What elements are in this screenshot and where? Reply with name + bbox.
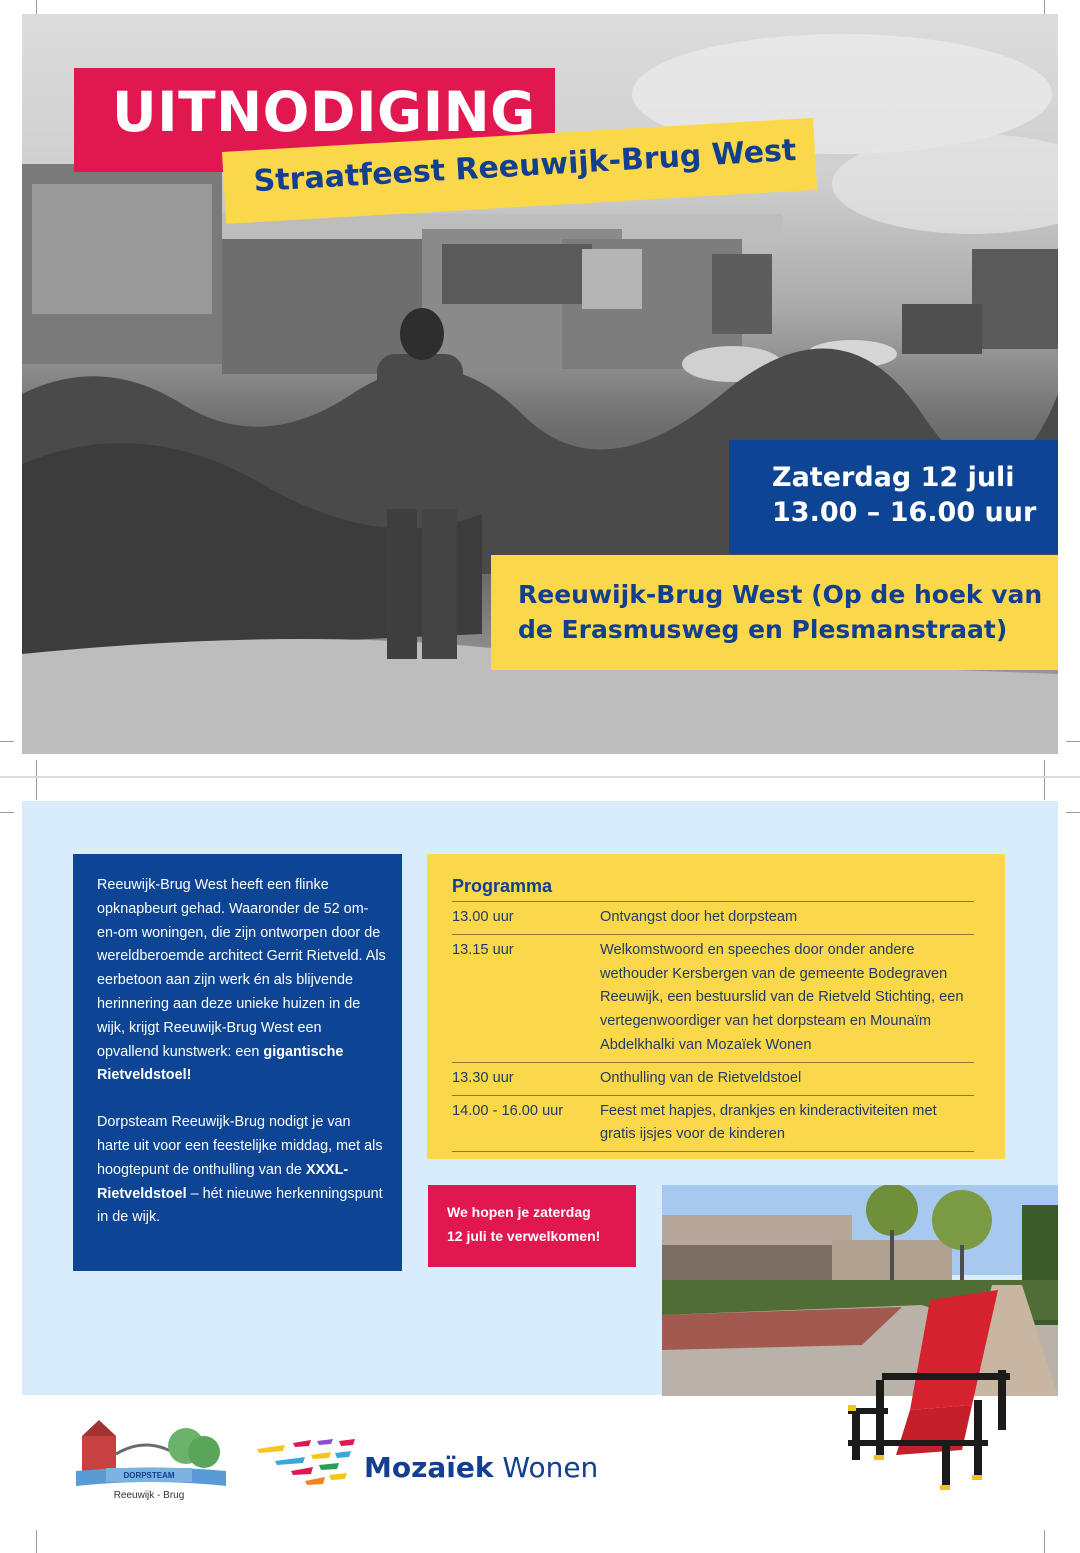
intro-paragraph-2 [97, 1111, 387, 1230]
time-text: 13.00 – 16.00 uur [772, 497, 1037, 528]
crop-mark [1044, 1530, 1045, 1553]
row-desc: Welkomstwoord en speeches door onder andere wethouder Kersbergen van de gemeente Bodegraven Reeuwijk, een bestuurslid van de Rietveld Stichting, een vertegenwoordiger van het dorpsteam en Mounaïm Abdelkhalki van Mozaïek Wonen [600, 934, 974, 1062]
welcome-line-2: 12 juli te verwelkomen! [447, 1228, 601, 1244]
row-time: 13.00 uur [452, 902, 600, 935]
row-desc: Feest met hapjes, drankjes en kinderactiviteiten met gratis ijsjes voor de kinderen [600, 1095, 974, 1152]
location-line-2: de Erasmusweg en Plesmanstraat) [518, 615, 1008, 644]
date-text: Zaterdag 12 juli [772, 462, 1015, 493]
intro-bold-end: ! [186, 1067, 192, 1084]
mozaiek-logo-mark [255, 1437, 360, 1493]
programma-heading: Programma [452, 876, 553, 896]
crop-mark [36, 760, 37, 800]
intro-bold: XXXL- Rietveldstoel [97, 1161, 349, 1202]
table-row [452, 1062, 974, 1095]
intro-bold: gigantische Rietveldstoel [97, 1043, 344, 1084]
crop-mark [0, 812, 14, 813]
mozaiek-wordmark [364, 1451, 598, 1484]
crop-mark [1044, 760, 1045, 800]
intro-text: – hét nieuwe herkenningspunt in de wijk. [97, 1185, 383, 1226]
crop-mark [1066, 741, 1080, 742]
welcome-line-1: We hopen je zaterdag [447, 1204, 591, 1220]
welcome-box [428, 1185, 636, 1267]
row-time: 14.00 - 16.00 uur [452, 1095, 600, 1152]
rietveld-chair-image [848, 1290, 1018, 1490]
intro-paragraph-1 [97, 874, 387, 1088]
title-text: UITNODIGING [112, 80, 536, 144]
programma-table [452, 901, 974, 1152]
crop-mark [0, 741, 14, 742]
crop-mark [36, 0, 37, 14]
programma-box [427, 854, 1005, 1159]
crop-mark [36, 1530, 37, 1553]
subtitle-text: Straatfeest Reeuwijk-Brug West [252, 132, 798, 200]
location-line-1: Reeuwijk-Brug West (Op de hoek van [518, 580, 1043, 609]
date-box [729, 440, 1058, 554]
dorpsteam-label: DORPSTEAM [123, 1471, 175, 1480]
intro-text: Reeuwijk-Brug West heeft een flinke opknapbeurt gehad. Waaronder de 52 om-en-om woningen, die zijn ontworpen door de wereldberoemde architect Gerrit Rietveld. Als eerbetoon aan zijn werk én als blijvende herinnering aan deze unieke huizen in de wijk, krijgt Reeuwijk-Brug West een opvallend kunstwerk: een [97, 877, 386, 1060]
mozaiek-regular: Wonen [493, 1451, 599, 1484]
row-time: 13.30 uur [452, 1062, 600, 1095]
table-row [452, 902, 974, 935]
crop-mark [1066, 812, 1080, 813]
intro-text: Dorpsteam Reeuwijk-Brug nodigt je van harte uit voor een feestelijke middag, met als hoogtepunt de onthulling van de [97, 1114, 383, 1178]
row-desc: Ontvangst door het dorpsteam [600, 902, 974, 935]
mozaiek-bold: Mozaïek [364, 1451, 494, 1484]
intro-box [73, 854, 402, 1271]
page-divider [0, 776, 1080, 778]
location-box [491, 555, 1058, 670]
row-desc: Onthulling van de Rietveldstoel [600, 1062, 974, 1095]
table-row [452, 934, 974, 1062]
row-time: 13.15 uur [452, 934, 600, 1062]
dorpsteam-sub: Reeuwijk - Brug [113, 1490, 185, 1501]
dorpsteam-logo [76, 1416, 226, 1506]
table-row [452, 1095, 974, 1152]
crop-mark [1044, 0, 1045, 14]
